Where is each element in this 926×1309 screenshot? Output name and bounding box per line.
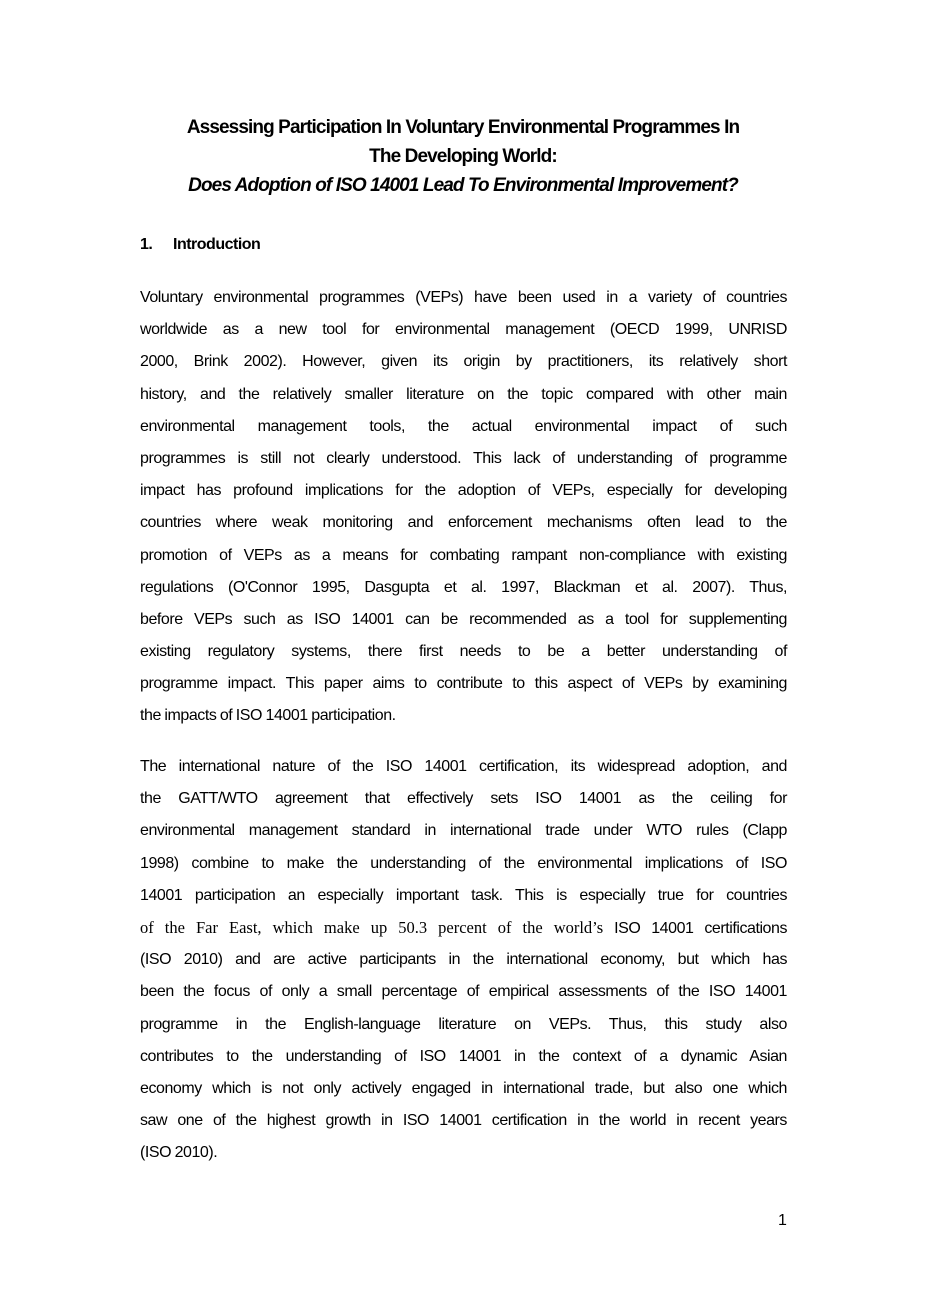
- text-line: The international nature of the ISO 14001 certification, its widespread adoption, and: [140, 758, 787, 775]
- text-line: programmes is still not clearly understood. This lack of understanding of programme: [140, 449, 787, 467]
- text-line: 1998) combine to make the understanding of the environmental implications of ISO: [140, 854, 787, 872]
- text-segment: ISO 14001 certifications: [603, 919, 787, 937]
- text-line: (ISO 2010) and are active participants in the international economy, but which has: [140, 951, 787, 969]
- text-line: Voluntary environmental programmes (VEPs) have been used in a variety of countries: [140, 289, 787, 306]
- section-heading: [140, 236, 260, 254]
- section-label: Introduction: [173, 236, 261, 253]
- page-number: 1: [778, 1212, 787, 1229]
- text-line: programme in the English-language literature on VEPs. Thus, this study also: [140, 1015, 787, 1033]
- text-line: regulations (O'Connor 1995, Dasgupta et al. 1997, Blackman et al. 2007). Thus,: [140, 578, 787, 596]
- text-segment-serif: of the Far East, which make up 50.3 percent of the world’s: [140, 917, 604, 937]
- text-line: countries where weak monitoring and enforcement mechanisms often lead to the: [140, 514, 787, 532]
- title-line-2: The Developing World:: [369, 146, 557, 167]
- text-line: the GATT/WTO agreement that effectively sets ISO 14001 as the ceiling for: [140, 790, 787, 808]
- text-line: (ISO 2010).: [140, 1144, 218, 1162]
- text-line: 14001 participation an especially important task. This is especially true for countries: [140, 886, 787, 904]
- paragraph-1: [140, 282, 787, 733]
- subtitle: Does Adoption of ISO 14001 Lead To Environmental Improvement?: [188, 175, 738, 196]
- text-line: been the focus of only a small percentage of empirical assessments of the ISO 14001: [140, 983, 787, 1001]
- text-line: contributes to the understanding of ISO 14001 in the context of a dynamic Asian: [140, 1047, 787, 1065]
- text-line: 2000, Brink 2002). However, given its origin by practitioners, its relatively short: [140, 353, 787, 371]
- title-line-1: Assessing Participation In Voluntary Environmental Programmes In: [186, 117, 740, 138]
- text-line: worldwide as a new tool for environmental management (OECD 1999, UNRISD: [140, 321, 787, 339]
- text-line: promotion of VEPs as a means for combating rampant non-compliance with existing: [140, 546, 787, 564]
- text-line: the impacts of ISO 14001 participation.: [140, 707, 396, 725]
- text-line: environmental management standard in international trade under WTO rules (Clapp: [140, 822, 787, 840]
- text-line: history, and the relatively smaller literature on the topic compared with other main: [140, 385, 787, 403]
- text-line: [140, 912, 787, 944]
- text-line: existing regulatory systems, there first needs to be a better understanding of: [140, 643, 787, 661]
- paper-title: [100, 113, 826, 200]
- paragraph-2: [140, 751, 787, 1169]
- text-line: saw one of the highest growth in ISO 14001 certification in the world in recent years: [140, 1112, 787, 1130]
- section-number: 1.: [140, 236, 153, 253]
- text-line: environmental management tools, the actual environmental impact of such: [140, 417, 787, 435]
- text-line: impact has profound implications for the adoption of VEPs, especially for developing: [140, 482, 787, 500]
- text-line: programme impact. This paper aims to contribute to this aspect of VEPs by examining: [140, 675, 787, 693]
- text-line: economy which is not only actively engaged in international trade, but also one which: [140, 1079, 787, 1097]
- text-line: before VEPs such as ISO 14001 can be recommended as a tool for supplementing: [140, 610, 787, 628]
